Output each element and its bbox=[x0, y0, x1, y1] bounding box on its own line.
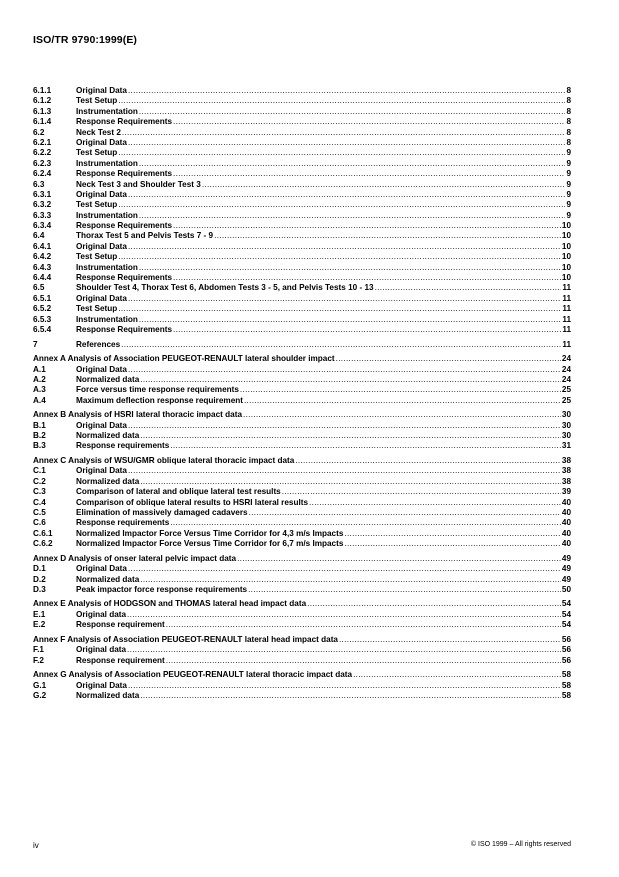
toc-dot-leader bbox=[244, 396, 561, 406]
toc-entry-page: 11 bbox=[562, 304, 571, 314]
toc-entry[interactable] bbox=[33, 670, 571, 680]
page-footer bbox=[33, 841, 571, 850]
toc-entry-page: 40 bbox=[561, 518, 571, 528]
toc-entry-title: Comparison of oblique lateral results to HSRI lateral results bbox=[76, 497, 309, 507]
toc-entry-number: E.2 bbox=[33, 620, 46, 630]
toc-entry-number: 6.3.3 bbox=[33, 210, 52, 220]
toc-entry-number: A.1 bbox=[33, 364, 46, 374]
toc-entry-page: 58 bbox=[561, 670, 571, 680]
toc-entry-title: Test Setup bbox=[76, 148, 118, 158]
toc-entry-title: Annex G Analysis of Association PEUGEOT-RENAULT lateral thoracic impact data bbox=[33, 670, 353, 680]
toc-entry-page: 25 bbox=[561, 385, 571, 395]
toc-entry-number: 6.3 bbox=[33, 179, 45, 189]
toc-entry-title: Normalized data bbox=[76, 431, 140, 441]
toc-entry-title: Original Data bbox=[76, 466, 127, 476]
toc-entry[interactable] bbox=[33, 487, 571, 497]
toc-entry-page: 31 bbox=[561, 441, 571, 451]
toc-entry-number: C.3 bbox=[33, 487, 46, 497]
toc-dot-leader bbox=[339, 635, 561, 645]
toc-entry-page: 38 bbox=[561, 456, 571, 466]
toc-entry-title: Instrumentation bbox=[76, 314, 138, 324]
toc-entry-page: 10 bbox=[561, 221, 571, 231]
toc-entry[interactable] bbox=[33, 575, 571, 585]
toc-entry[interactable] bbox=[33, 252, 571, 262]
toc-entry-number: C.1 bbox=[33, 466, 46, 476]
toc-entry-title: Annex F Analysis of Association PEUGEOT-RENAULT lateral head impact data bbox=[33, 634, 338, 644]
toc-entry-title: Response Requirements bbox=[76, 117, 173, 127]
toc-entry[interactable] bbox=[33, 340, 571, 350]
toc-dot-leader bbox=[118, 148, 565, 158]
toc-dot-leader bbox=[248, 585, 561, 595]
toc-entry-title: Test Setup bbox=[76, 252, 118, 262]
toc-entry[interactable] bbox=[33, 431, 571, 441]
toc-entry-title: Instrumentation bbox=[76, 262, 138, 272]
toc-entry-page: 49 bbox=[561, 564, 571, 574]
toc-entry-page: 58 bbox=[561, 680, 571, 690]
toc-dot-leader bbox=[282, 487, 561, 497]
toc-entry-title: Original Data bbox=[76, 680, 127, 690]
toc-entry[interactable] bbox=[33, 148, 571, 158]
toc-entry[interactable] bbox=[33, 365, 571, 375]
toc-entry-page: 56 bbox=[561, 634, 571, 644]
toc-entry[interactable] bbox=[33, 273, 571, 283]
toc-dot-leader bbox=[173, 117, 565, 127]
toc-entry[interactable] bbox=[33, 441, 571, 451]
toc-entry-title: Annex A Analysis of Association PEUGEOT-RENAULT lateral shoulder impact bbox=[33, 354, 335, 364]
toc-entry-number: 6.4 bbox=[33, 231, 45, 241]
toc-entry-page: 9 bbox=[566, 210, 571, 220]
toc-entry[interactable] bbox=[33, 620, 571, 630]
toc-entry-title: Normalized Impactor Force Versus Time Corridor for 6,7 m/s Impacts bbox=[76, 539, 344, 549]
toc-entry-number: F.1 bbox=[33, 645, 44, 655]
toc-entry-page: 38 bbox=[561, 476, 571, 486]
toc-entry[interactable] bbox=[33, 554, 571, 564]
toc-entry-page: 49 bbox=[561, 553, 571, 563]
toc-entry-page: 25 bbox=[561, 395, 571, 405]
toc-dot-leader bbox=[295, 456, 561, 466]
toc-entry-number: 6.5.2 bbox=[33, 304, 52, 314]
toc-entry-page: 9 bbox=[566, 179, 571, 189]
toc-entry[interactable] bbox=[33, 456, 571, 466]
toc-entry-page: 11 bbox=[562, 293, 571, 303]
toc-entry-page: 30 bbox=[561, 420, 571, 430]
toc-entry-number: G.1 bbox=[33, 680, 47, 690]
toc-entry-number: D.3 bbox=[33, 584, 46, 594]
toc-entry-number: 6.3.1 bbox=[33, 189, 52, 199]
toc-dot-leader bbox=[173, 325, 561, 335]
toc-entry-title: Annex E Analysis of HODGSON and THOMAS lateral head impact data bbox=[33, 599, 307, 609]
toc-entry-number: E.1 bbox=[33, 609, 46, 619]
toc-entry-number: 7 bbox=[33, 339, 38, 349]
toc-entry-number: D.1 bbox=[33, 564, 46, 574]
toc-entry-title: Neck Test 2 bbox=[76, 127, 121, 137]
toc-entry[interactable] bbox=[33, 283, 571, 293]
toc-entry-title: Elimination of massively damaged cadavers bbox=[76, 507, 248, 517]
toc-entry[interactable] bbox=[33, 656, 571, 666]
toc-entry[interactable] bbox=[33, 564, 571, 574]
toc-entry-title: Original Data bbox=[76, 293, 127, 303]
toc-entry[interactable] bbox=[33, 86, 571, 96]
toc-entry[interactable] bbox=[33, 263, 571, 273]
toc-entry-page: 39 bbox=[561, 487, 571, 497]
toc-entry-page: 56 bbox=[561, 645, 571, 655]
toc-dot-leader bbox=[173, 169, 565, 179]
toc-entry-page: 56 bbox=[561, 655, 571, 665]
toc-entry[interactable] bbox=[33, 529, 571, 539]
toc-entry-page: 9 bbox=[566, 169, 571, 179]
toc-entry[interactable] bbox=[33, 211, 571, 221]
toc-dot-leader bbox=[307, 599, 561, 609]
toc-dot-leader bbox=[121, 340, 561, 350]
toc-entry-title: Response requirements bbox=[76, 518, 170, 528]
toc-entry-number: B.3 bbox=[33, 441, 46, 451]
toc-entry-title: Original data bbox=[76, 645, 127, 655]
toc-entry[interactable] bbox=[33, 190, 571, 200]
toc-entry-page: 9 bbox=[566, 189, 571, 199]
toc-entry-number: C.6.2 bbox=[33, 539, 53, 549]
toc-dot-leader bbox=[375, 283, 562, 293]
toc-entry-number: C.6 bbox=[33, 518, 46, 528]
toc-dot-leader bbox=[118, 96, 565, 106]
toc-entry-number: 6.1.2 bbox=[33, 96, 52, 106]
toc-entry-title: Test Setup bbox=[76, 200, 118, 210]
toc-entry[interactable] bbox=[33, 508, 571, 518]
toc-entry-page: 10 bbox=[561, 241, 571, 251]
toc-dot-leader bbox=[344, 539, 560, 549]
toc-entry-title: Force versus time response requirements bbox=[76, 385, 239, 395]
toc-entry-number: C.5 bbox=[33, 507, 46, 517]
toc-entry[interactable] bbox=[33, 128, 571, 138]
toc-dot-leader bbox=[128, 294, 561, 304]
toc-entry[interactable] bbox=[33, 294, 571, 304]
toc-entry-number: 6.2.2 bbox=[33, 148, 52, 158]
toc-entry-page: 9 bbox=[566, 158, 571, 168]
toc-dot-leader bbox=[170, 518, 561, 528]
toc-entry-number: A.4 bbox=[33, 395, 46, 405]
toc-entry[interactable] bbox=[33, 180, 571, 190]
toc-entry-number: 6.5.1 bbox=[33, 293, 52, 303]
toc-dot-leader bbox=[166, 620, 561, 630]
toc-entry-title: Test Setup bbox=[76, 96, 118, 106]
toc-entry[interactable] bbox=[33, 375, 571, 385]
toc-entry[interactable] bbox=[33, 221, 571, 231]
toc-entry-number: C.6.1 bbox=[33, 528, 53, 538]
toc-dot-leader bbox=[128, 190, 565, 200]
toc-entry[interactable] bbox=[33, 138, 571, 148]
toc-entry-title: Original Data bbox=[76, 564, 127, 574]
toc-entry[interactable] bbox=[33, 466, 571, 476]
toc-entry-title: Instrumentation bbox=[76, 158, 138, 168]
toc-entry[interactable] bbox=[33, 477, 571, 487]
toc-dot-leader bbox=[128, 564, 561, 574]
toc-entry-page: 49 bbox=[561, 574, 571, 584]
toc-dot-leader bbox=[118, 252, 561, 262]
toc-entry-title: Normalized Impactor Force Versus Time Corridor for 4,3 m/s Impacts bbox=[76, 528, 344, 538]
toc-entry[interactable] bbox=[33, 635, 571, 645]
toc-entry[interactable] bbox=[33, 585, 571, 595]
toc-entry-title: Test Setup bbox=[76, 304, 118, 314]
toc-entry-number: F.2 bbox=[33, 655, 44, 665]
toc-entry-page: 11 bbox=[562, 283, 571, 293]
toc-entry-title: Peak impactor force response requirements bbox=[76, 584, 248, 594]
toc-dot-leader bbox=[128, 421, 561, 431]
toc-entry-page: 50 bbox=[561, 584, 571, 594]
toc-entry-title: Normalized data bbox=[76, 574, 140, 584]
toc-entry-title: Original Data bbox=[76, 420, 127, 430]
toc-entry-title: Response requirement bbox=[76, 620, 165, 630]
toc-entry-page: 9 bbox=[566, 148, 571, 158]
toc-dot-leader bbox=[353, 670, 561, 680]
toc-entry-page: 8 bbox=[566, 96, 571, 106]
toc-entry-number: 6.2.4 bbox=[33, 169, 52, 179]
toc-dot-leader bbox=[140, 431, 561, 441]
toc-entry-page: 11 bbox=[562, 324, 571, 334]
toc-dot-leader bbox=[127, 610, 561, 620]
toc-entry-number: 6.4.2 bbox=[33, 252, 52, 262]
toc-entry-title: Original Data bbox=[76, 137, 127, 147]
toc-dot-leader bbox=[122, 128, 566, 138]
toc-entry-title: Response Requirements bbox=[76, 324, 173, 334]
toc-dot-leader bbox=[173, 221, 561, 231]
toc-dot-leader bbox=[140, 477, 561, 487]
toc-entry-title: Thorax Test 5 and Pelvis Tests 7 - 9 bbox=[76, 231, 214, 241]
toc-dot-leader bbox=[173, 273, 561, 283]
toc-entry[interactable] bbox=[33, 325, 571, 335]
toc-entry-number: 6.2.3 bbox=[33, 158, 52, 168]
toc-entry-title: Original Data bbox=[76, 189, 127, 199]
toc-entry[interactable] bbox=[33, 421, 571, 431]
toc-entry-number: 6.1.4 bbox=[33, 117, 52, 127]
toc-entry-number: 6.4.4 bbox=[33, 273, 52, 283]
toc-entry[interactable] bbox=[33, 681, 571, 691]
document-header: ISO/TR 9790:1999(E) bbox=[33, 34, 138, 46]
toc-dot-leader bbox=[140, 691, 561, 701]
toc-entry-number: 6.5 bbox=[33, 283, 45, 293]
toc-entry-page: 24 bbox=[561, 364, 571, 374]
toc-dot-leader bbox=[202, 180, 566, 190]
toc-entry-page: 58 bbox=[561, 690, 571, 700]
toc-entry-title: Response requirements bbox=[76, 441, 170, 451]
toc-entry-page: 54 bbox=[561, 599, 571, 609]
toc-dot-leader bbox=[118, 200, 565, 210]
toc-entry[interactable] bbox=[33, 396, 571, 406]
toc-dot-leader bbox=[118, 304, 561, 314]
toc-entry-number: A.3 bbox=[33, 385, 46, 395]
toc-entry-page: 8 bbox=[566, 85, 571, 95]
toc-entry[interactable] bbox=[33, 159, 571, 169]
toc-entry-title: Original Data bbox=[76, 364, 127, 374]
toc-dot-leader bbox=[128, 466, 561, 476]
toc-entry[interactable] bbox=[33, 691, 571, 701]
toc-entry-page: 38 bbox=[561, 466, 571, 476]
toc-entry-page: 10 bbox=[561, 231, 571, 241]
toc-entry-page: 9 bbox=[566, 200, 571, 210]
toc-entry-title: Maximum deflection response requirement bbox=[76, 395, 243, 405]
toc-entry-title: Original Data bbox=[76, 85, 127, 95]
toc-dot-leader bbox=[139, 159, 566, 169]
toc-entry[interactable] bbox=[33, 354, 571, 364]
toc-entry-page: 40 bbox=[561, 528, 571, 538]
toc-entry-title: Response Requirements bbox=[76, 273, 173, 283]
toc-entry-page: 30 bbox=[561, 431, 571, 441]
page-number: iv bbox=[33, 841, 39, 850]
toc-entry-page: 54 bbox=[561, 620, 571, 630]
toc-entry[interactable] bbox=[33, 385, 571, 395]
table-of-contents bbox=[33, 86, 571, 701]
toc-entry[interactable] bbox=[33, 599, 571, 609]
toc-entry-page: 10 bbox=[561, 252, 571, 262]
toc-entry-title: Instrumentation bbox=[76, 210, 138, 220]
toc-entry[interactable] bbox=[33, 315, 571, 325]
toc-entry[interactable] bbox=[33, 200, 571, 210]
toc-entry-page: 30 bbox=[561, 410, 571, 420]
toc-dot-leader bbox=[170, 441, 561, 451]
toc-entry[interactable] bbox=[33, 117, 571, 127]
toc-entry-title: Annex C Analysis of WSU/GMR oblique lateral thoracic impact data bbox=[33, 456, 295, 466]
toc-dot-leader bbox=[214, 231, 561, 241]
toc-entry-number: G.2 bbox=[33, 690, 47, 700]
toc-dot-leader bbox=[243, 410, 561, 420]
toc-entry-page: 10 bbox=[561, 273, 571, 283]
toc-entry[interactable] bbox=[33, 498, 571, 508]
toc-dot-leader bbox=[344, 529, 560, 539]
toc-entry-title: Comparison of lateral and oblique lateral test results bbox=[76, 487, 281, 497]
toc-entry-title: Normalized data bbox=[76, 476, 140, 486]
toc-entry-page: 11 bbox=[562, 314, 571, 324]
toc-entry-number: 6.1.1 bbox=[33, 85, 52, 95]
toc-entry-number: B.2 bbox=[33, 431, 46, 441]
toc-entry[interactable] bbox=[33, 518, 571, 528]
toc-entry[interactable] bbox=[33, 96, 571, 106]
toc-entry[interactable] bbox=[33, 645, 571, 655]
toc-dot-leader bbox=[166, 656, 561, 666]
toc-entry-number: B.1 bbox=[33, 420, 46, 430]
toc-entry-number: A.2 bbox=[33, 374, 46, 384]
toc-entry-title: Normalized data bbox=[76, 374, 140, 384]
toc-entry-page: 8 bbox=[566, 117, 571, 127]
toc-entry-number: 6.4.3 bbox=[33, 262, 52, 272]
toc-dot-leader bbox=[139, 107, 566, 117]
toc-dot-leader bbox=[140, 575, 561, 585]
toc-entry-title: Original Data bbox=[76, 241, 127, 251]
toc-entry-title: Shoulder Test 4, Thorax Test 6, Abdomen Tests 3 - 5, and Pelvis Tests 10 - 13 bbox=[76, 283, 374, 293]
toc-entry-title: References bbox=[76, 339, 121, 349]
toc-entry-number: 6.2.1 bbox=[33, 137, 52, 147]
toc-entry-number: 6.3.2 bbox=[33, 200, 52, 210]
toc-entry-number: 6.3.4 bbox=[33, 221, 52, 231]
toc-entry-page: 40 bbox=[561, 497, 571, 507]
toc-entry-number: 6.1.3 bbox=[33, 106, 52, 116]
toc-dot-leader bbox=[237, 554, 561, 564]
toc-dot-leader bbox=[128, 365, 561, 375]
toc-entry-page: 11 bbox=[562, 339, 571, 349]
toc-entry[interactable] bbox=[33, 539, 571, 549]
toc-entry-number: C.2 bbox=[33, 476, 46, 486]
toc-entry-number: 6.5.3 bbox=[33, 314, 52, 324]
toc-entry-title: Annex B Analysis of HSRI lateral thoracic impact data bbox=[33, 410, 242, 420]
toc-entry-title: Neck Test 3 and Shoulder Test 3 bbox=[76, 179, 201, 189]
toc-entry[interactable] bbox=[33, 231, 571, 241]
toc-entry-number: 6.4.1 bbox=[33, 241, 52, 251]
toc-entry-page: 24 bbox=[561, 374, 571, 384]
toc-entry-page: 8 bbox=[566, 106, 571, 116]
toc-dot-leader bbox=[128, 86, 565, 96]
toc-entry[interactable] bbox=[33, 169, 571, 179]
toc-dot-leader bbox=[240, 385, 561, 395]
copyright-notice: © ISO 1999 – All rights reserved bbox=[470, 841, 571, 848]
toc-entry-title: Annex D Analysis of onser lateral pelvic impact data bbox=[33, 553, 237, 563]
toc-entry[interactable] bbox=[33, 410, 571, 420]
toc-entry-title: Response Requirements bbox=[76, 221, 173, 231]
toc-entry-page: 54 bbox=[561, 609, 571, 619]
toc-entry-page: 40 bbox=[561, 507, 571, 517]
toc-entry-title: Original data bbox=[76, 609, 127, 619]
toc-entry-page: 40 bbox=[561, 539, 571, 549]
toc-entry-page: 24 bbox=[561, 354, 571, 364]
toc-dot-leader bbox=[309, 498, 561, 508]
toc-dot-leader bbox=[128, 242, 561, 252]
toc-dot-leader bbox=[249, 508, 561, 518]
toc-entry[interactable] bbox=[33, 107, 571, 117]
toc-dot-leader bbox=[140, 375, 561, 385]
toc-dot-leader bbox=[127, 645, 561, 655]
toc-entry-number: 6.2 bbox=[33, 127, 45, 137]
toc-entry-title: Instrumentation bbox=[76, 106, 138, 116]
toc-entry-page: 8 bbox=[566, 127, 571, 137]
toc-dot-leader bbox=[139, 315, 561, 325]
toc-entry-number: D.2 bbox=[33, 574, 46, 584]
toc-dot-leader bbox=[128, 681, 561, 691]
toc-entry-page: 10 bbox=[561, 262, 571, 272]
toc-entry-title: Normalized data bbox=[76, 690, 140, 700]
toc-entry-title: Response requirement bbox=[76, 655, 165, 665]
toc-entry-page: 8 bbox=[566, 137, 571, 147]
toc-entry-number: C.4 bbox=[33, 497, 46, 507]
toc-entry[interactable] bbox=[33, 610, 571, 620]
toc-dot-leader bbox=[139, 211, 566, 221]
toc-dot-leader bbox=[336, 354, 561, 364]
toc-entry-number: 6.5.4 bbox=[33, 324, 52, 334]
toc-dot-leader bbox=[139, 263, 561, 273]
toc-dot-leader bbox=[128, 138, 565, 148]
toc-entry-title: Response Requirements bbox=[76, 169, 173, 179]
toc-entry[interactable] bbox=[33, 242, 571, 252]
toc-entry[interactable] bbox=[33, 304, 571, 314]
